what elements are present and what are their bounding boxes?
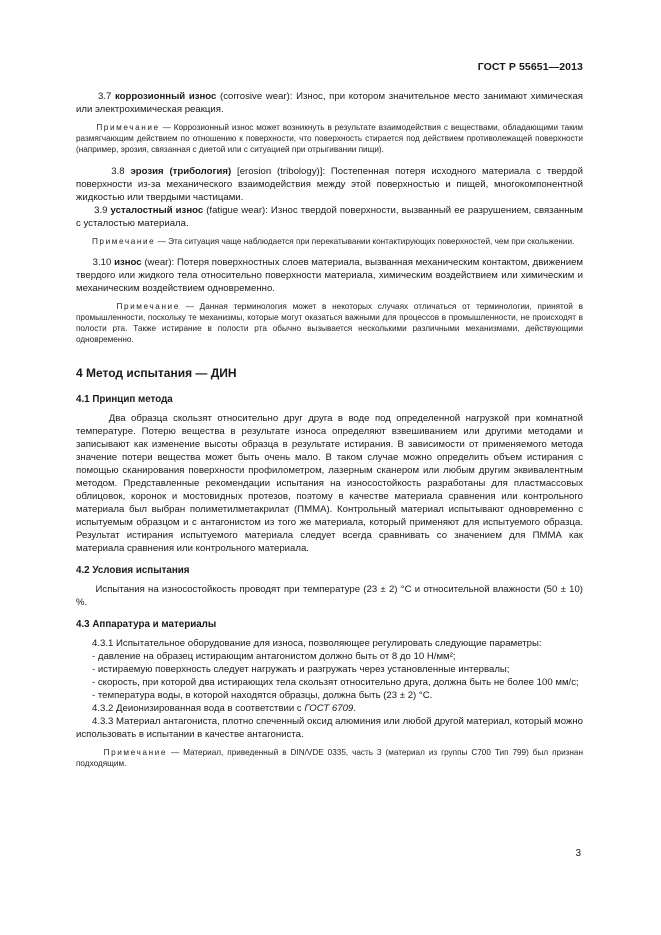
term-3-8: 3.8 эрозия (трибология) [erosion (tribology)]: Постепенная потеря исходного материала с твердой поверхности из-за механического взаимодействия между этой поверхностью и пищей, многокомпонентной жидкостью или твердыми частицами. [76,165,583,203]
term-3-10-name: износ [114,256,142,268]
standard-header: ГОСТ Р 55651—2013 [477,61,583,73]
note-3-9: Примечание — Эта ситуация чаще наблюдается при перекатывании контактирующих поверхностей, чем при скольжении. [91,236,575,246]
list-item: - температура воды, в которой находятся образцы, должна быть (23 ± 2) °С. [92,689,433,701]
section-4-3-1: 4.3.1 Испытательное оборудование для износа, позволяющее регулировать следующие параметры: [92,637,542,649]
note-4-3: Примечание — Материал, приведенный в DIN/VDE 0335, часть 3 (материал из группы С700 Тип 799) был признан подходящим. [76,747,583,768]
term-3-7-name: коррозионный износ [114,91,217,102]
section-4-3-2: 4.3.2 Деионизированная вода в соответствии с ГОСТ 6709. [92,702,356,714]
section-4-1-title: 4.1 Принцип метода [76,393,173,405]
note-3-7: Примечание — Коррозионный износ может возникнуть в результате взаимодействия с веществами, обладающими таким размягчающим действием по отношению к поверхности, что поверхность стирается под действием противолежащей поверхности (например, эрозия, связанная с диетой или с ситуацией при отрыгивании пищи). [76,123,583,155]
section-4-title: 4 Метод испытания — ДИН [76,365,237,380]
term-3-10: 3.10 износ (wear): Потеря поверхностных слоев материала, вызванная механическим контактом, движением твердого или жидкого тела относительно поверхности материала, химическим воздействием или химическим и механическим воздействием одновременно. [76,256,584,294]
list-item: - давление на образец истирающим антагонистом должно быть от 8 до 10 Н/мм²; [92,650,456,662]
note-3-10: Примечание — Данная терминология может в некоторых случаях отличаться от терминологии, принятой в промышленности, поскольку те механизмы, которые могут оказаться важными для процессов в промышленности, не происходят в полости рта. Также истирание в полости рта обычно вызывается несколькими различными механизмами, действующими одновременно. [76,301,583,345]
term-3-9: 3.9 усталостный износ (fatigue wear): Износ твердой поверхности, вызванный ее разрушением, связанным с усталостью материала. [76,204,583,229]
term-3-9-name: усталостный износ [110,204,204,216]
list-item: - истираемую поверхность следует нагружать и разгружать через установленные интервалы; [92,663,510,675]
section-4-3-3: 4.3.3 Материал антагониста, плотно спеченный оксид алюминия или любой другой материал, который можно использовать в испытании в качестве антагониста. [76,715,583,740]
section-4-3-title: 4.3 Аппаратура и материалы [76,618,217,630]
term-3-8-name: эрозия (трибология) [130,165,232,177]
page-content [76,90,583,769]
section-4-1-text: Два образца скользят относительно друг друга в воде под определенной нагрузкой при комнатной температуре. Потерю вещества в результате износа определяют взвешиванием или другими методами и записывают как изменение высоты образца в результате истирания. В зависимости от применяемого метода значение потери вещества может быть очень мало. В таком случае можно определить объем истирания с помощью сканирования поверхности профилометром, лазерным сканером или любым другим эквивалентным методом. Представленные рекомендации испытания на износостойкость разработаны для пластмассовых облицовок, коронок и мостовидных протезов, поэтому в качестве материала сравнения или контрольного материала был выбран полиметилметакрилат (ПММА). Контрольный материал испытывают одновременно с испытуемым образцом и с антагонистом из того же материала, который применяют для испытуемого образца. Результат истирания испытуемого материала следует всегда сравнивать со значением для ПММА как материала сравнения или контрольного материала. [76,412,583,554]
gost-reference: ГОСТ 6709 [304,702,354,714]
section-4-2-text: Испытания на износостойкость проводят при температуре (23 ± 2) °С и относительной влажности (50 ± 10) %. [76,583,583,608]
term-3-7: 3.7 коррозионный износ (corrosive wear): Износ, при котором значительное место занимают химическая или электрохимическая реакция. [76,91,583,115]
list-item: - скорость, при которой два истирающих тела скользят относительно друга, должна быть не более 100 мм/с; [92,676,579,688]
page-number: 3 [575,848,581,859]
section-4-2-title: 4.2 Условия испытания [76,564,190,576]
